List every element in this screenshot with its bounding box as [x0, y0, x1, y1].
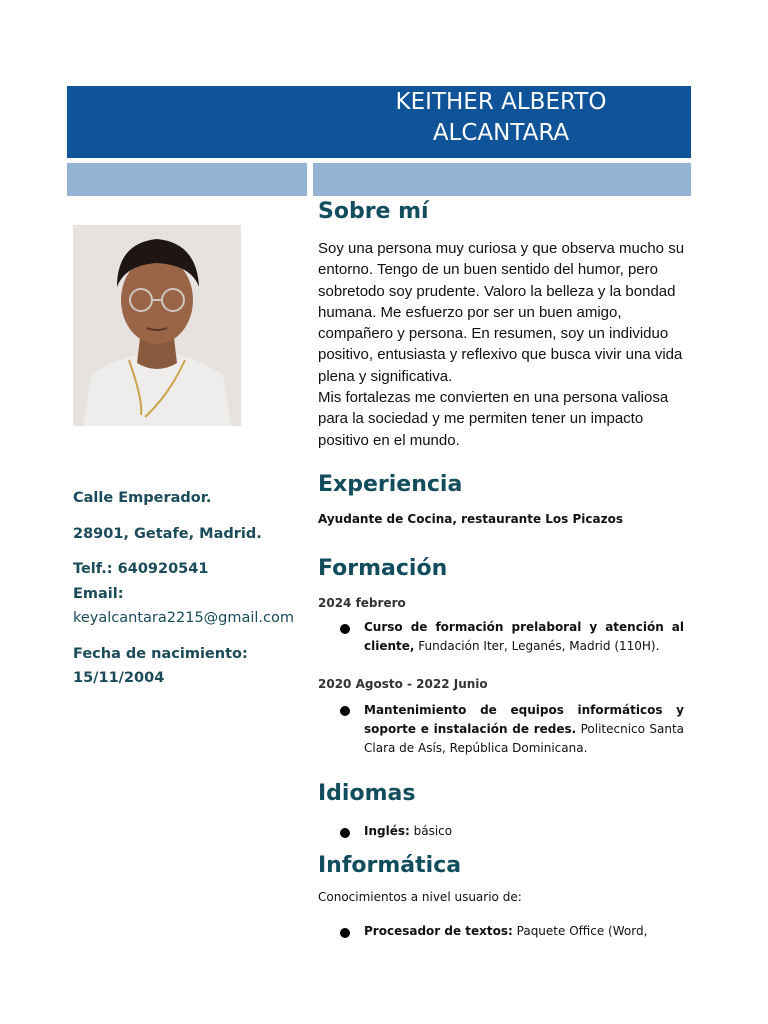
city-address: 28901, Getafe, Madrid.: [73, 526, 262, 542]
job-entry: Ayudante de Cocina, restaurante Los Picazos: [318, 512, 623, 526]
language-level: básico: [409, 824, 453, 838]
email-link[interactable]: keyalcantara2215@gmail.com: [73, 610, 295, 626]
name-line-2: ALCANTARA: [432, 120, 570, 146]
profile-photo: [73, 225, 241, 426]
education-date: 2020 Agosto - 2022 Junio: [318, 677, 488, 691]
bullet-icon: [340, 828, 350, 838]
it-item: [364, 922, 684, 941]
it-heading: Informática: [318, 853, 462, 878]
full-name: [317, 86, 685, 149]
bullet-icon: [340, 706, 350, 716]
education-item: [364, 701, 684, 758]
course-detail: Fundación Iter, Leganés, Madrid (110H).: [414, 639, 660, 653]
bullet-icon: [340, 928, 350, 938]
education-heading: Formación: [318, 556, 448, 581]
name-banner: [67, 86, 691, 158]
language-item: [364, 822, 684, 841]
left-accent-bar: [67, 163, 307, 196]
course-name: Curso de formación prelaboral y atención al cliente,: [364, 620, 684, 653]
about-paragraph-1: Soy una persona muy curiosa y que observa mucho su entorno. Tengo de un buen sentido del humor, pero sobretodo soy prudente. Valoro la belleza y la bondad humana. Me esfuerzo por ser un buen amigo, compañero y persona. En resumen, soy un individuo positivo, entusiasta y reflexivo que busca vivir una vida plena y significativa.: [318, 240, 685, 385]
it-skill-name: Procesador de textos:: [364, 924, 513, 938]
education-date: 2024 febrero: [318, 596, 406, 610]
contact-block: [73, 488, 308, 688]
it-intro: Conocimientos a nivel usuario de:: [318, 890, 522, 904]
email-label: Email:: [73, 586, 124, 602]
birth-date: 15/11/2004: [73, 670, 165, 686]
bullet-icon: [340, 624, 350, 634]
course-detail: Politecnico Santa Clara de Asís, República Dominicana.: [364, 722, 685, 755]
about-text: [318, 238, 688, 451]
name-line-1: KEITHER ALBERTO: [395, 89, 607, 115]
experience-heading: Experiencia: [318, 472, 463, 497]
languages-heading: Idiomas: [318, 781, 416, 806]
about-paragraph-2: Mis fortalezas me convierten en una persona valiosa para la sociedad y me permiten tener un impacto positivo en el mundo.: [318, 389, 669, 449]
about-heading: Sobre mí: [318, 199, 429, 224]
it-skill-detail: Paquete Office (Word,: [512, 924, 648, 938]
birth-label: Fecha de nacimiento:: [73, 646, 248, 662]
phone-number: Telf.: 640920541: [73, 561, 209, 577]
education-item: [364, 618, 684, 656]
street-address: Calle Emperador.: [73, 490, 212, 506]
right-accent-bar: [313, 163, 691, 196]
language-name: Inglés:: [364, 824, 410, 838]
course-name: Mantenimiento de equipos informáticos y soporte e instalación de redes.: [364, 703, 684, 736]
